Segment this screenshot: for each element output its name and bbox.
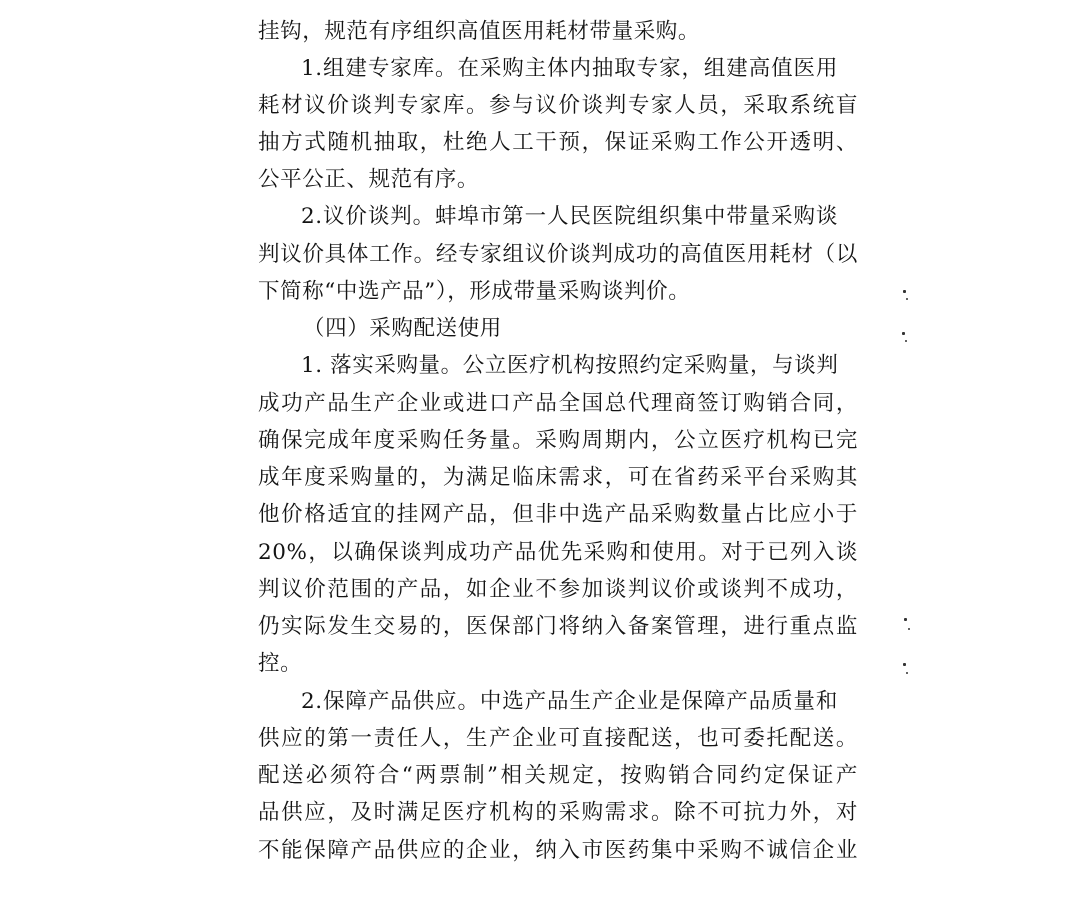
- text-line-16: 判议价范围的产品，如企业不参加谈判议价或谈判不成功，: [258, 577, 858, 602]
- text-line-20: 供应的第一责任人，生产企业可直接配送，也可委托配送。: [258, 726, 858, 751]
- scan-speck: [903, 663, 906, 666]
- text-line-17: 仍实际发生交易的，医保部门将纳入备案管理，进行重点监: [258, 614, 858, 639]
- text-line-3: 耗材议价谈判专家库。参与议价谈判专家人员，采取系统盲: [258, 93, 858, 118]
- scan-speck: [904, 618, 907, 621]
- section-heading: （四）采购配送使用: [303, 316, 502, 341]
- scan-speck: [902, 332, 905, 335]
- text-line-10: 1. 落实采购量。公立医疗机构按照约定采购量，与谈判: [301, 353, 839, 378]
- text-line-18: 控。: [258, 651, 303, 676]
- text-line-8: 下简称“中选产品”），形成带量采购谈判价。: [258, 279, 691, 304]
- scan-speck: [905, 340, 907, 342]
- text-line-2: 1.组建专家库。在采购主体内抽取专家，组建高值医用: [301, 56, 838, 81]
- text-line-4: 抽方式随机抽取，杜绝人工干预，保证采购工作公开透明、: [258, 130, 858, 155]
- scan-speck: [906, 672, 908, 674]
- text-line-5: 公平公正、规范有序。: [258, 167, 480, 192]
- scan-speck: [908, 628, 910, 630]
- text-line-15: 20%，以确保谈判成功产品优先采购和使用。对于已列入谈: [258, 540, 858, 565]
- text-line-21: 配送必须符合“两票制”相关规定，按购销合同约定保证产: [258, 763, 858, 788]
- text-line-22: 品供应，及时满足医疗机构的采购需求。除不可抗力外，对: [258, 800, 858, 825]
- text-line-1: 挂钩，规范有序组织高值医用耗材带量采购。: [258, 19, 701, 44]
- text-line-19: 2.保障产品供应。中选产品生产企业是保障产品质量和: [301, 689, 838, 714]
- text-line-11: 成功产品生产企业或进口产品全国总代理商签订购销合同，: [258, 391, 858, 416]
- scan-speck: [906, 298, 908, 300]
- text-line-7: 判议价具体工作。经专家组议价谈判成功的高值医用耗材（以: [258, 242, 858, 267]
- text-line-14: 他价格适宜的挂网产品，但非中选产品采购数量占比应小于: [258, 502, 858, 527]
- text-line-13: 成年度采购量的，为满足临床需求，可在省药采平台采购其: [258, 465, 858, 490]
- text-line-6: 2.议价谈判。蚌埠市第一人民医院组织集中带量采购谈: [301, 204, 838, 229]
- scan-speck: [903, 290, 906, 293]
- text-line-23: 不能保障产品供应的企业，纳入市医药集中采购不诚信企业: [258, 838, 858, 863]
- text-line-12: 确保完成年度采购任务量。采购周期内，公立医疗机构已完: [258, 428, 858, 453]
